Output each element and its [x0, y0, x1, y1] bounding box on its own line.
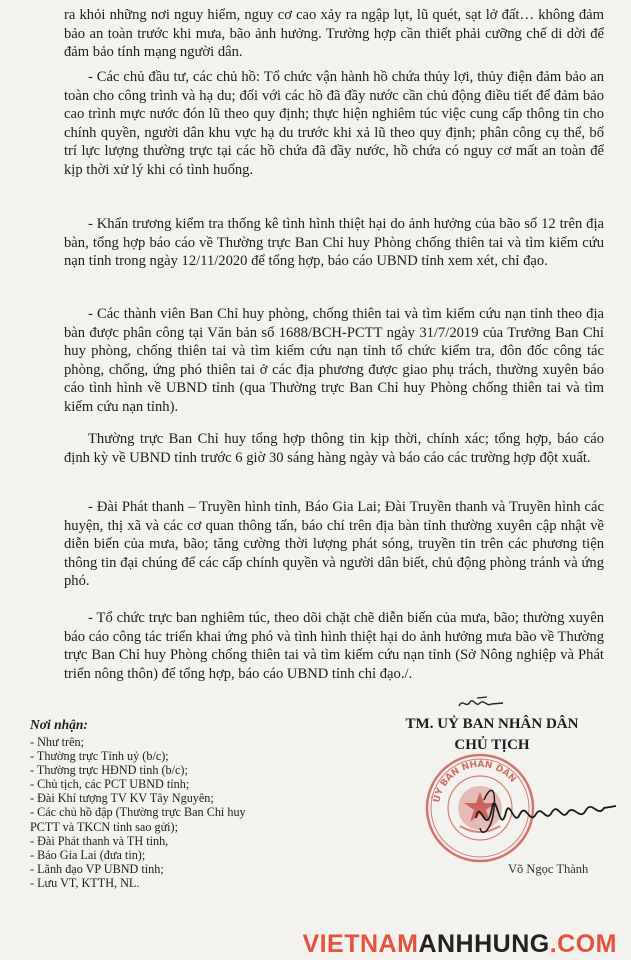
recipient-item: - Thường trực HĐND tỉnh (b/c);: [30, 763, 188, 778]
recipients-list: [30, 735, 360, 890]
recipient-item: - Báo Gia Lai (đưa tin);: [30, 847, 146, 862]
paragraph-standing-board: Thường trực Ban Chỉ huy tổng hợp thông tin kịp thời, chính xác; tổng hợp, báo cáo định kỳ về UBND tỉnh trước 6 giờ 30 sáng hàng ngày và báo cáo các trường hợp đột xuất.: [64, 431, 604, 466]
watermark-part-3: .COM: [549, 930, 617, 958]
signature-block: [372, 716, 612, 754]
recipients-title: Nơi nhận:: [30, 717, 88, 732]
paragraph-broadcasting: - Đài Phát thanh – Truyền hình tỉnh, Báo Gia Lai; Đài Truyền thanh và Truyền hình các huyện, thị xã và các cơ quan thông tấn, báo chí trên địa bàn tỉnh thường xuyên cập nhật về diễn biến của mưa, bão; tăng cường thời lượng phát sóng, truyền tin trên các phương tiện thông tin đại chúng để các cấp chính quyền và người dân biết, chủ động phòng tránh và ứng phó.: [64, 499, 604, 590]
paragraph-reservoir-owners: - Các chủ đầu tư, các chủ hồ: Tổ chức vận hành hồ chứa thủy lợi, thủy điện đảm bảo an toàn cho công trình và hạ du; đối với các hồ đã đầy nước cần chủ động điều tiết để đảm bảo cao trình mực nước đón lũ theo quy định; thực hiện nghiêm túc việc cung cấp thông tin cho chính quyền, người dân khu vực hạ du trước khi xả lũ theo quy định; phân công cụ thể, bố trí lực lượng thường trực tại các hồ chứa đã đầy nước, hồ chứa có nguy cơ mất an toàn để kịp thời xử lý khi có tình huống.: [64, 69, 604, 178]
paragraph-evacuation: ra khỏi những nơi nguy hiểm, nguy cơ cao xảy ra ngập lụt, lũ quét, sạt lở đất… không đảm bảo an toàn trước khi mưa, bão ảnh hưởng. Trường hợp cần thiết phải cưỡng chế di dời để đảm bảo tính mạng người dân.: [64, 7, 604, 61]
recipient-item: - Đài Khí tượng TV KV Tây Nguyên;: [30, 791, 214, 806]
recipient-item: - Như trên;: [30, 735, 84, 749]
signer-organization: TM. UỶ BAN NHÂN DÂN: [405, 716, 579, 732]
handwritten-initials: [457, 694, 505, 712]
handwritten-signature: [470, 778, 620, 848]
recipient-item: - Chủ tịch, các PCT UBND tỉnh;: [30, 777, 190, 792]
site-watermark: [302, 930, 617, 959]
recipient-item: - Đài Phát thanh và TH tỉnh,: [30, 833, 169, 848]
watermark-part-1: VIETNAM: [302, 930, 419, 958]
recipients-block: [30, 717, 360, 890]
recipient-item: - Lưu VT, KTTH, NL.: [30, 875, 140, 890]
paragraph-damage-report: - Khẩn trương kiểm tra thống kê tình hình thiệt hại do ảnh hưởng của bão số 12 trên địa bàn, tổng hợp báo cáo về Thường trực Ban Chỉ huy Phòng chống thiên tai và tìm kiếm cứu nạn tỉnh trong ngày 12/11/2020 để tổng hợp, báo cáo UBND tỉnh xem xét, chỉ đạo.: [64, 216, 604, 270]
signer-role: CHỦ TỊCH: [454, 737, 530, 753]
seal-text: ỦY BAN NHÂN DÂN: [432, 759, 518, 804]
recipient-item: - Các chủ hồ đập (Thường trực Ban Chỉ huy: [30, 805, 246, 820]
recipient-item: - Lãnh đạo VP UBND tỉnh;: [30, 861, 164, 876]
paragraph-committee-members: - Các thành viên Ban Chỉ huy phòng, chống thiên tai và tìm kiếm cứu nạn tỉnh theo địa bàn được phân công tại Văn bản số 1688/BCH-PCTT ngày 31/7/2019 của Trưởng Ban Chỉ huy phòng, chống thiên tai và tìm kiếm cứu nạn tỉnh tổ chức kiểm tra, đôn đốc công tác phòng, chống, ứng phó thiên tai ở các địa phương được giao phụ trách, thường xuyên báo cáo tình hình về UBND tỉnh (qua Thường trực Ban Chỉ huy Phòng chống thiên tai và tìm kiếm cứu nạn tỉnh).: [64, 306, 604, 415]
watermark-part-2: ANHHUNG: [418, 930, 550, 958]
paragraph-duty-watch: - Tổ chức trực ban nghiêm túc, theo dõi chặt chẽ diễn biến của mưa, bão; thường xuyên báo cáo công tác triển khai ứng phó và tình hình thiệt hại do ảnh hưởng mưa bão về Thường trực Ban Chỉ huy Phòng chống thiên tai và tìm kiếm cứu nạn tỉnh (Sở Nông nghiệp và Phát triển nông thôn) để tổng hợp, báo cáo UBND tỉnh chỉ đạo./.: [64, 610, 604, 682]
signer-name: Võ Ngọc Thành: [508, 862, 589, 876]
recipient-item: PCTT và TKCN tỉnh sao gửi);: [30, 819, 179, 834]
recipient-item: - Thường trực Tỉnh uỷ (b/c);: [30, 749, 169, 764]
